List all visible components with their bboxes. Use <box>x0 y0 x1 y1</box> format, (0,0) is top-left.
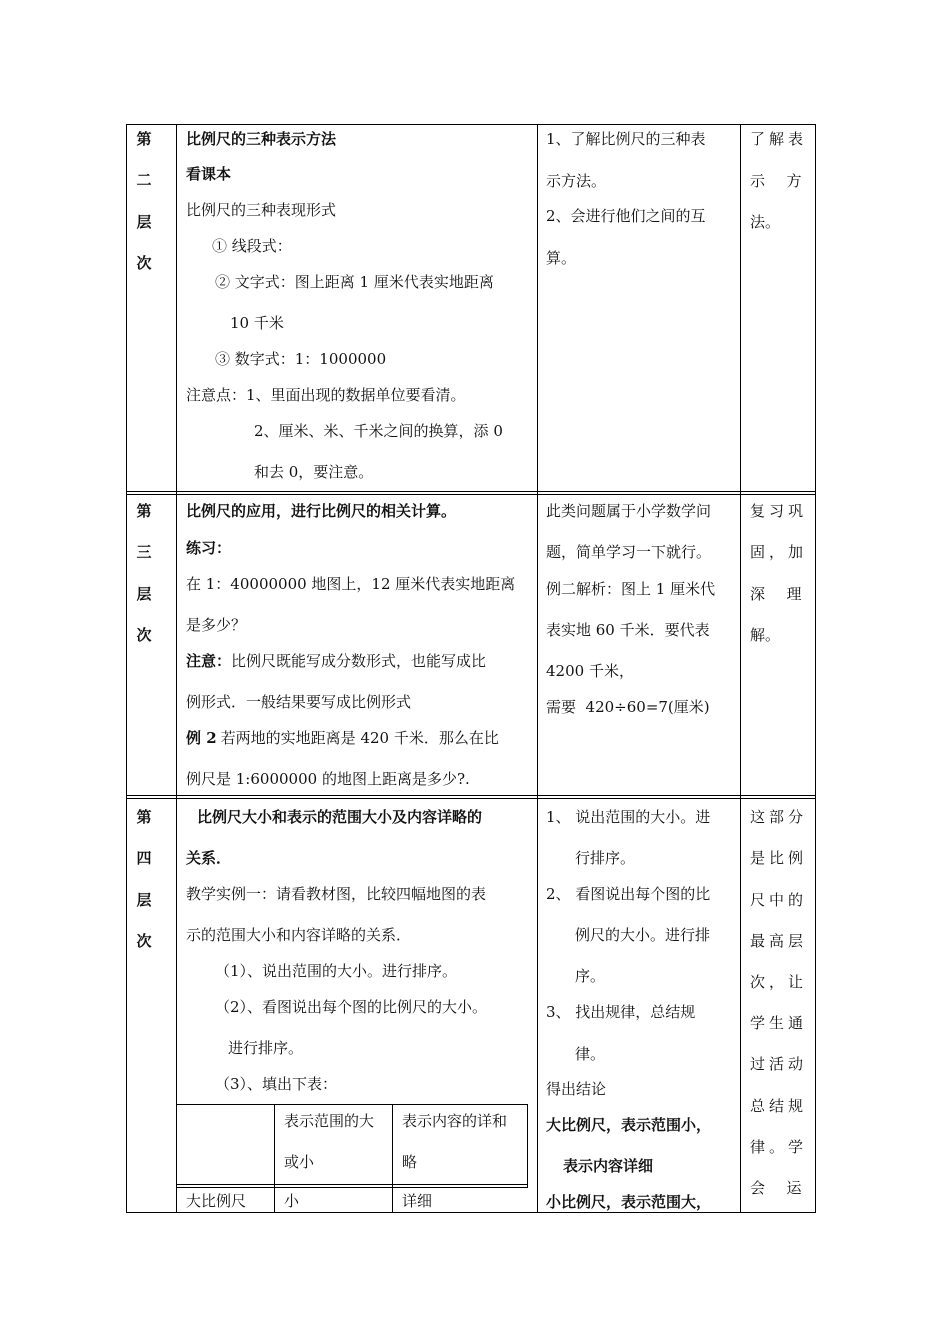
goal-line: 1、了解比例尺的三种表 <box>546 130 706 148</box>
level-char: 二 <box>136 171 152 189</box>
note-line: 尺中的 <box>750 891 808 909</box>
note-text: 比例尺既能写成分数形式，也能写成比 <box>231 652 487 670</box>
note-line: 深 理 <box>750 585 806 603</box>
note-line: 律。学 <box>750 1138 808 1156</box>
table-border-top <box>126 124 816 125</box>
content-line <box>186 727 499 748</box>
inner-cell-detail: 详细 <box>402 1192 433 1210</box>
goal-line: 序。 <box>575 967 606 985</box>
inner-row-divider <box>177 1184 528 1185</box>
level-char: 层 <box>136 213 152 231</box>
content-line: 是多少？ <box>186 616 247 634</box>
note-line: 固，加 <box>750 543 808 561</box>
row-divider-1b <box>126 494 816 495</box>
level-char: 层 <box>136 585 152 603</box>
note-label: 注意： <box>186 652 232 670</box>
col-divider-3 <box>740 124 741 1213</box>
conclusion-line: 表示内容详细 <box>563 1157 654 1175</box>
conclusion-line: 小比例尺，表示范围大， <box>546 1193 712 1211</box>
level-char: 第 <box>136 502 152 520</box>
note-line: 示 方 <box>750 172 806 190</box>
inner-border-right <box>527 1104 528 1188</box>
content-line: 教学实例一：请看教材图，比较四幅地图的表 <box>186 885 487 903</box>
content-line: 例形式．一般结果要写成比例形式 <box>186 693 412 711</box>
section-title-cont: 关系． <box>186 849 232 867</box>
goal-line: 题，简单学习一下就行。 <box>546 543 712 561</box>
content-line: （2）、看图说出每个图的比例尺的大小。 <box>215 998 488 1016</box>
content-line: （3）、填出下表： <box>215 1075 338 1093</box>
content-line: 例尺是 1:6000000 的地图上距离是多少?. <box>186 770 470 788</box>
note-line: 会 运 <box>750 1179 806 1197</box>
level-char: 三 <box>136 543 152 561</box>
goal-line: 3、 找出规律，总结规 <box>546 1003 696 1021</box>
example-label: 例 2 <box>186 729 217 747</box>
inner-border-top <box>177 1104 528 1105</box>
content-line: （1）、说出范围的大小。进行排序。 <box>215 962 458 980</box>
inner-header-scope-2: 或小 <box>284 1153 315 1171</box>
goal-line: 示方法。 <box>546 172 607 190</box>
goal-line: 得出结论 <box>546 1080 607 1098</box>
goal-line: 2、会进行他们之间的互 <box>546 207 706 225</box>
note-line: 解。 <box>750 626 781 644</box>
content-line: 看课本 <box>186 165 232 183</box>
level-char: 层 <box>136 891 152 909</box>
section-title: 比例尺大小和表示的范围大小及内容详略的 <box>197 808 483 826</box>
inner-cell-scope: 小 <box>284 1192 300 1210</box>
section-title: 比例尺的三种表示方法 <box>186 130 337 148</box>
row-divider-2a <box>126 795 816 796</box>
note-line: 学生通 <box>750 1014 808 1032</box>
goal-line: 1、 说出范围的大小。进 <box>546 808 711 826</box>
goal-line: 此类问题属于小学数学问 <box>546 502 712 520</box>
goal-line: 算。 <box>546 249 577 267</box>
inner-cell-label: 大比例尺 <box>186 1192 247 1210</box>
note-line: 这部分 <box>750 808 808 826</box>
goal-line: 例尺的大小。进行排 <box>575 926 711 944</box>
level-char: 次 <box>136 626 152 644</box>
content-line: 注意点：1、里面出现的数据单位要看清。 <box>186 386 466 404</box>
content-line: ② 文字式：图上距离 1 厘米代表实地距离 <box>215 273 494 291</box>
goal-line: 2、 看图说出每个图的比 <box>546 885 711 903</box>
content-line: ③ 数字式：1：1000000 <box>215 350 387 368</box>
inner-col-divider-2 <box>392 1104 393 1212</box>
table-border-left <box>126 124 127 1213</box>
content-line: 进行排序。 <box>228 1039 304 1057</box>
goal-line: 需要 420÷60=7(厘米) <box>546 698 710 716</box>
level-char: 第 <box>136 808 152 826</box>
level-char: 四 <box>136 849 152 867</box>
note-line: 了解表 <box>750 130 808 148</box>
content-line: 在 1：40000000 地图上，12 厘米代表实地距离 <box>186 575 516 593</box>
inner-header-detail-2: 略 <box>402 1153 418 1171</box>
section-title: 比例尺的应用，进行比例尺的相关计算。 <box>186 502 457 520</box>
note-line: 法。 <box>750 213 781 231</box>
note-line: 过活动 <box>750 1055 808 1073</box>
inner-col-divider-1 <box>274 1104 275 1212</box>
content-line: 和去 0，要注意。 <box>254 463 374 481</box>
row-divider-2b <box>126 798 816 799</box>
note-line: 复习巩 <box>750 502 808 520</box>
goal-line: 律。 <box>575 1045 606 1063</box>
content-line: 练习： <box>186 539 232 557</box>
goal-line: 例二解析：图上 1 厘米代 <box>546 580 716 598</box>
col-divider-2 <box>537 124 538 1213</box>
table-border-bottom <box>126 1212 816 1213</box>
row-divider-1a <box>126 491 816 492</box>
table-border-right <box>815 124 816 1213</box>
example-text: 若两地的实地距离是 420 千米．那么在比 <box>220 729 499 747</box>
content-line: 10 千米 <box>230 314 284 332</box>
content-line <box>186 650 486 671</box>
col-divider-1 <box>176 124 177 1213</box>
note-line: 是比例 <box>750 849 808 867</box>
content-line: 比例尺的三种表现形式 <box>186 201 337 219</box>
inner-row-divider-2 <box>177 1187 528 1188</box>
goal-line: 4200 千米， <box>546 662 634 680</box>
note-line: 总结规 <box>750 1097 808 1115</box>
level-char: 次 <box>136 932 152 950</box>
note-line: 次，让 <box>750 973 808 991</box>
goal-line: 行排序。 <box>575 849 636 867</box>
inner-header-detail: 表示内容的详和 <box>402 1112 508 1130</box>
content-line: ① 线段式： <box>212 237 292 255</box>
inner-header-scope: 表示范围的大 <box>284 1112 375 1130</box>
note-line: 最高层 <box>750 932 808 950</box>
goal-line: 表实地 60 千米．要代表 <box>546 621 710 639</box>
content-line: 2、厘米、米、千米之间的换算，添 0 <box>254 422 503 440</box>
conclusion-line: 大比例尺，表示范围小， <box>546 1116 712 1134</box>
content-line: 示的范围大小和内容详略的关系． <box>186 926 412 944</box>
level-char: 次 <box>136 254 152 272</box>
level-char: 第 <box>136 130 152 148</box>
